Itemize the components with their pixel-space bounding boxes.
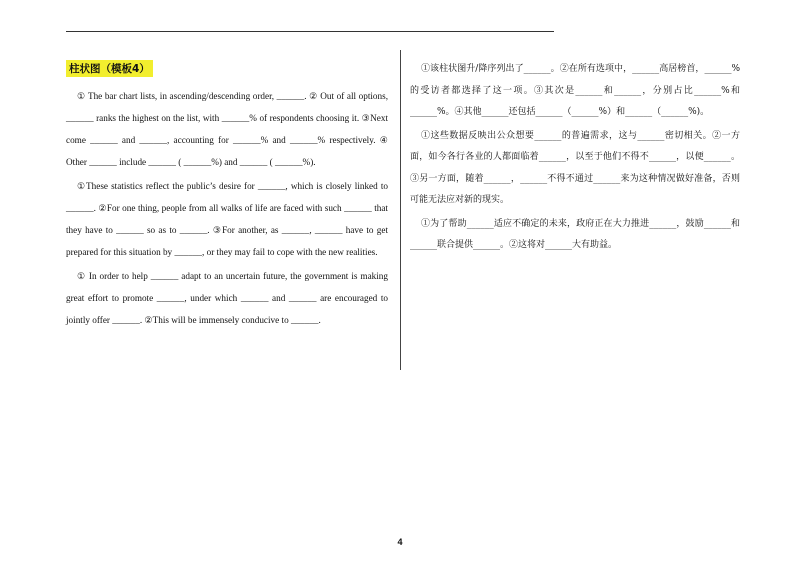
english-paragraph-1: ① The bar chart lists, in ascending/descending order, ______. ② Out of all options, ______ ranks the highest on the list, with ______% of respondents choosing it. ③Next come ______ and ______, accounting for ______% and ______% respectively. ④ Other ______ include ______ ( ______%) and ______ ( ______%). (66, 91, 388, 167)
english-paragraph-2: ①These statistics reflect the public’s desire for ______, which is closely linked to ______. ②For one thing, people from all walks of life are faced with such ______ that they have to ______ so as to ______. ③For another, as ______, ______ have to get prepared for this situation by ______, or they may fail to cope with the new realities. (66, 181, 388, 257)
top-rule (66, 31, 554, 32)
chinese-paragraph-1: ①该柱状图升/降序列出了______。②在所有选项中，______高居榜首，______%的受访者都选择了这一项。③其次是______和______，分别占比______%和______%。④其他______还包括______（______%）和______（______%)。 (410, 64, 740, 117)
right-column (410, 59, 740, 259)
english-paragraph-3: ① In order to help ______ adapt to an uncertain future, the government is making great effort to promote ______, under which ______ and ______ are encouraged to jointly offer ______. ②This will be immensely conducive to ______. (66, 271, 388, 325)
left-column (66, 59, 388, 333)
chinese-paragraph-3: ①为了帮助______适应不确定的未来，政府正在大力推进______，鼓励______和______联合提供______。②这将对______大有助益。 (410, 218, 740, 250)
column-divider (400, 50, 401, 370)
page-number: 4 (397, 537, 403, 547)
chinese-paragraph-2: ①这些数据反映出公众想要______的普遍需求，这与______密切相关。②一方面，如今各行各业的人都面临着______，以至于他们不得不______，以便______。③另一方面，随着______，______不得不通过______来为这种情况做好准备，否则可能无法应对新的现实。 (410, 130, 740, 205)
section-heading: 柱状图（模板4） (66, 60, 153, 77)
